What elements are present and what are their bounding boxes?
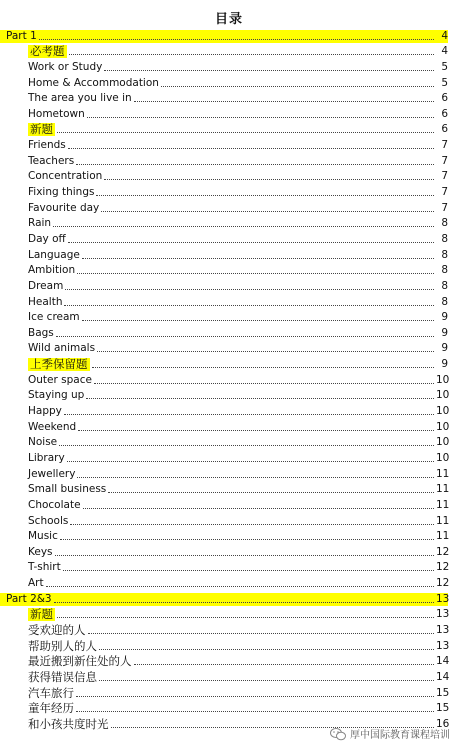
toc-entry-page: 10 (436, 420, 450, 433)
toc-entry[interactable] (0, 637, 458, 653)
dot-leader (86, 398, 434, 399)
toc-entry-page: 10 (436, 451, 450, 464)
toc-entry[interactable] (0, 653, 458, 669)
toc-entry[interactable] (0, 621, 458, 637)
toc-entry-page: 15 (436, 686, 450, 699)
toc-entry-label: Fixing things (28, 186, 95, 199)
toc-entry[interactable] (0, 434, 458, 450)
toc-entry[interactable] (0, 136, 458, 152)
toc-entry-page: 13 (436, 608, 450, 621)
toc-entry-page: 9 (441, 358, 448, 371)
dot-leader (57, 132, 434, 133)
toc-entry[interactable] (0, 340, 458, 356)
dot-leader (82, 320, 434, 321)
toc-entry[interactable] (0, 121, 458, 137)
toc-entry-label: Home & Accommodation (28, 76, 159, 89)
toc-entry[interactable] (0, 574, 458, 590)
toc-entry-page: 11 (436, 498, 450, 511)
toc-entry[interactable] (0, 606, 458, 622)
dot-leader (76, 696, 434, 697)
toc-entry-label: Part 2&3 (6, 592, 52, 605)
toc-entry-label: Library (28, 451, 65, 464)
dot-leader (77, 477, 434, 478)
toc-entry-page: 9 (441, 326, 448, 339)
table-of-contents (0, 27, 458, 731)
toc-entry[interactable] (0, 277, 458, 293)
dot-leader (99, 649, 434, 650)
toc-entry-page: 11 (436, 530, 450, 543)
toc-entry[interactable] (0, 262, 458, 278)
toc-entry[interactable] (0, 371, 458, 387)
toc-entry-page: 11 (436, 514, 450, 527)
dot-leader (65, 289, 434, 290)
toc-entry-page: 8 (441, 264, 448, 277)
toc-entry-page: 5 (441, 76, 448, 89)
dot-leader (77, 273, 434, 274)
toc-entry-page: 12 (436, 545, 450, 558)
toc-entry-page: 10 (436, 373, 450, 386)
dot-leader (101, 211, 434, 212)
toc-entry-page: 13 (436, 623, 450, 636)
toc-entry[interactable] (0, 183, 458, 199)
toc-entry[interactable] (0, 74, 458, 90)
toc-entry-label: Language (28, 248, 80, 261)
toc-title: 目录 (214, 12, 243, 27)
dot-leader (55, 555, 434, 556)
toc-entry[interactable] (0, 43, 458, 59)
toc-entry-label: 帮助别人的人 (28, 638, 97, 653)
toc-entry-page: 10 (436, 405, 450, 418)
toc-entry-page: 5 (441, 60, 448, 73)
dot-leader (76, 711, 434, 712)
watermark (330, 726, 450, 741)
toc-entry-page: 8 (441, 248, 448, 261)
toc-entry[interactable] (0, 152, 458, 168)
toc-entry[interactable] (0, 512, 458, 528)
toc-entry[interactable] (0, 324, 458, 340)
dot-leader (97, 351, 434, 352)
dot-leader (46, 586, 434, 587)
dot-leader (68, 242, 434, 243)
toc-entry-label: 汽车旅行 (28, 685, 74, 700)
toc-entry[interactable] (0, 27, 458, 43)
toc-entry-page: 4 (441, 29, 448, 42)
toc-entry-label: Concentration (28, 170, 103, 183)
toc-entry[interactable] (0, 309, 458, 325)
dot-leader (76, 164, 434, 165)
wechat-icon (330, 727, 346, 741)
toc-entry-page: 7 (441, 139, 448, 152)
watermark-text: 厚中国际教育课程培训 (350, 730, 450, 741)
dot-leader (134, 101, 434, 102)
toc-entry[interactable] (0, 230, 458, 246)
toc-entry-label: 新题 (30, 122, 53, 137)
toc-entry-label: Weekend (28, 420, 77, 433)
toc-entry-page: 9 (441, 311, 448, 324)
toc-entry-label: T-shirt (28, 561, 61, 574)
dot-leader (87, 117, 434, 118)
toc-entry[interactable] (0, 215, 458, 231)
dot-leader (57, 617, 434, 618)
dot-leader (134, 664, 435, 665)
toc-entry-label: Noise (28, 436, 58, 449)
dot-leader (59, 445, 434, 446)
dot-leader (108, 492, 434, 493)
toc-entry-label: Schools (28, 514, 69, 527)
toc-entry-label: Chocolate (28, 498, 81, 511)
toc-entry-page: 6 (441, 107, 448, 120)
dot-leader (64, 305, 434, 306)
toc-entry-page: 16 (436, 717, 450, 730)
toc-entry-label: Teachers (28, 154, 75, 167)
toc-entry-page: 7 (441, 154, 448, 167)
toc-entry-page: 11 (436, 483, 450, 496)
toc-entry-page: 7 (441, 170, 448, 183)
toc-entry-page: 10 (436, 436, 450, 449)
toc-entry[interactable] (0, 543, 458, 559)
dot-leader (63, 570, 434, 571)
toc-entry[interactable] (0, 418, 458, 434)
toc-entry-label: 必考题 (30, 44, 65, 59)
toc-entry-label: Day off (28, 232, 66, 245)
toc-entry-page: 8 (441, 295, 448, 308)
toc-entry-label: Dream (28, 279, 64, 292)
toc-entry-label: Hometown (28, 107, 85, 120)
toc-entry[interactable] (0, 590, 458, 606)
toc-entry-label: 最近搬到新住处的人 (28, 654, 132, 669)
toc-entry-label: 上季保留题 (30, 357, 88, 372)
toc-entry-label: Small business (28, 483, 107, 496)
toc-entry-page: 15 (436, 702, 450, 715)
toc-entry-label: Music (28, 530, 58, 543)
dot-leader (96, 195, 434, 196)
dot-leader (64, 414, 434, 415)
toc-entry-page: 7 (441, 186, 448, 199)
dot-leader (53, 226, 434, 227)
toc-entry-label: Ice cream (28, 311, 80, 324)
toc-entry[interactable] (0, 528, 458, 544)
dot-leader (161, 86, 434, 87)
dot-leader (104, 70, 434, 71)
toc-entry-page: 12 (436, 561, 450, 574)
toc-entry[interactable] (0, 496, 458, 512)
dot-leader (39, 39, 434, 40)
toc-entry-label: Bags (28, 326, 54, 339)
toc-entry[interactable] (0, 668, 458, 684)
toc-entry-page: 9 (441, 342, 448, 355)
dot-leader (54, 602, 434, 603)
toc-entry[interactable] (0, 58, 458, 74)
toc-entry-label: Staying up (28, 389, 85, 402)
toc-entry-page: 6 (441, 123, 448, 136)
toc-entry-page: 8 (441, 217, 448, 230)
toc-entry-label: Friends (28, 139, 66, 152)
toc-entry-label: 新题 (30, 607, 53, 622)
toc-entry-label: The area you live in (28, 92, 132, 105)
toc-entry[interactable] (0, 246, 458, 262)
toc-entry[interactable] (0, 355, 458, 371)
dot-leader (88, 633, 435, 634)
toc-entry-label: Art (28, 577, 44, 590)
toc-entry-label: Favourite day (28, 201, 100, 214)
dot-leader (60, 539, 434, 540)
toc-entry-label: Part 1 (6, 29, 37, 42)
toc-entry[interactable] (0, 90, 458, 106)
toc-entry[interactable] (0, 481, 458, 497)
toc-entry-page: 8 (441, 232, 448, 245)
toc-entry-label: Jewellery (28, 467, 76, 480)
toc-entry[interactable] (0, 449, 458, 465)
toc-entry[interactable] (0, 387, 458, 403)
toc-entry[interactable] (0, 402, 458, 418)
toc-entry[interactable] (0, 700, 458, 716)
toc-entry-label: Ambition (28, 264, 76, 277)
toc-entry-label: Happy (28, 405, 62, 418)
toc-entry-page: 7 (441, 201, 448, 214)
dot-leader (69, 54, 435, 55)
toc-entry-label: Health (28, 295, 63, 308)
toc-entry-label: 受欢迎的人 (28, 622, 86, 637)
toc-entry-label: 和小孩共度时光 (28, 716, 109, 731)
toc-entry[interactable] (0, 465, 458, 481)
toc-entry-page: 14 (436, 655, 450, 668)
toc-entry-page: 11 (436, 467, 450, 480)
toc-entry-page: 6 (441, 92, 448, 105)
toc-entry[interactable] (0, 105, 458, 121)
toc-entry-page: 13 (436, 592, 450, 605)
toc-entry-label: 童年经历 (28, 701, 74, 716)
toc-entry-label: Rain (28, 217, 52, 230)
toc-entry-page: 13 (436, 639, 450, 652)
toc-entry-label: 获得错误信息 (28, 669, 97, 684)
dot-leader (67, 461, 434, 462)
dot-leader (70, 524, 434, 525)
toc-entry-page: 12 (436, 577, 450, 590)
dot-leader (82, 258, 434, 259)
dot-leader (94, 383, 434, 384)
dot-leader (83, 508, 434, 509)
toc-entry[interactable] (0, 684, 458, 700)
toc-entry-page: 8 (441, 279, 448, 292)
dot-leader (68, 148, 434, 149)
dot-leader (78, 430, 434, 431)
toc-entry[interactable] (0, 168, 458, 184)
toc-entry-label: Wild animals (28, 342, 96, 355)
dot-leader (92, 367, 435, 368)
toc-entry[interactable] (0, 199, 458, 215)
toc-entry-page: 14 (436, 670, 450, 683)
toc-entry-label: Work or Study (28, 60, 103, 73)
toc-entry-label: Outer space (28, 373, 92, 386)
dot-leader (99, 680, 434, 681)
toc-entry-label: Keys (28, 545, 53, 558)
toc-entry-page: 4 (441, 45, 448, 58)
dot-leader (56, 336, 434, 337)
toc-entry[interactable] (0, 559, 458, 575)
toc-entry[interactable] (0, 293, 458, 309)
dot-leader (104, 179, 434, 180)
toc-entry-page: 10 (436, 389, 450, 402)
